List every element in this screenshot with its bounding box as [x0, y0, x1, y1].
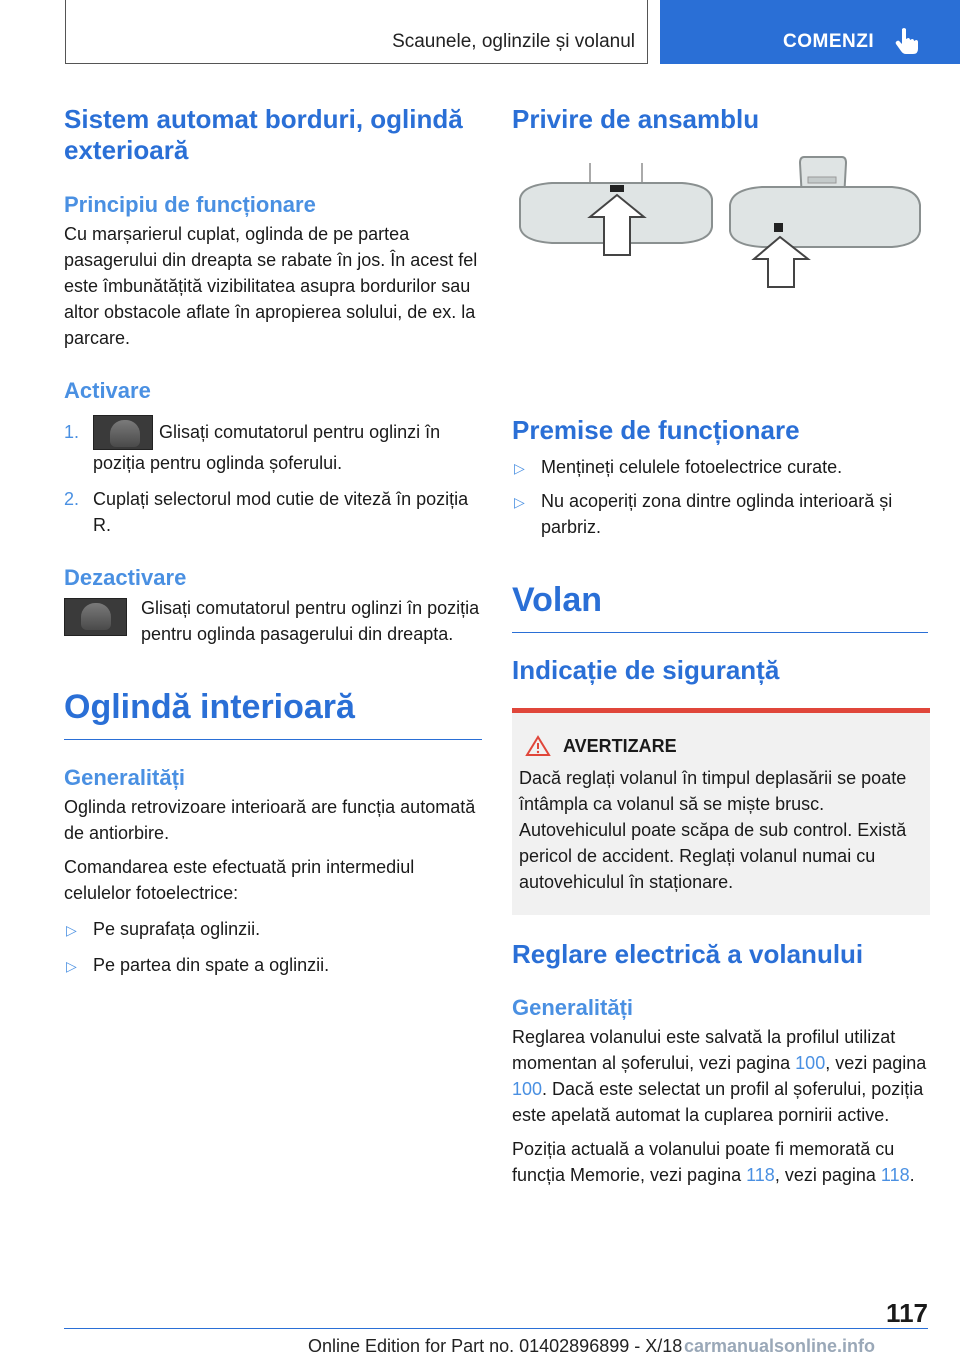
- text-span: Reglarea volanului este salvată la profilul utilizat momentan al șoferului, vezi pagina: [512, 1027, 896, 1073]
- section-title-premise: Premise de funcționare: [512, 415, 800, 445]
- page-link[interactable]: 100: [512, 1079, 543, 1099]
- page-link[interactable]: 118: [746, 1165, 775, 1185]
- header-title: Scaunele, oglinzile și volanul: [392, 31, 635, 52]
- header-frame: [65, 0, 648, 64]
- general-text-1: Oglinda retrovizoare interioară are funcția automată de antiorbire.: [64, 797, 476, 843]
- general-text-2: Comandarea este efectuată prin intermediul celulelor fotoelectrice:: [64, 857, 415, 903]
- warning-header: [519, 733, 924, 759]
- text-span: , vezi pagina: [774, 1165, 881, 1185]
- right-column: [512, 100, 930, 1188]
- section-title-curb-mirror: Sistem automat borduri, oglindă exterioară: [64, 104, 463, 165]
- subtitle-principle: Principiu de funcționare: [64, 192, 316, 217]
- list-item-text: Nu acoperiți zona dintre oglinda interioară și parbriz.: [541, 491, 893, 537]
- list-item: [64, 952, 482, 978]
- list-item: [64, 916, 482, 942]
- triangle-bullet-icon: ▷: [66, 958, 77, 974]
- subtitle-activation: Activare: [64, 378, 151, 403]
- left-column: [64, 100, 482, 978]
- deactivation-block: [64, 595, 482, 647]
- page-link[interactable]: 100: [795, 1053, 826, 1073]
- subtitle-electric-general: Generalități: [512, 995, 634, 1020]
- text-span: . Dacă este selectat un profil al șoferului, poziția este apelată automat la cuplarea pornirii active.: [512, 1079, 924, 1125]
- electric-text-2: [512, 1136, 930, 1188]
- warning-triangle-icon: [525, 735, 551, 757]
- list-item: [512, 454, 930, 480]
- step-text: Cuplați selectorul mod cutie de viteză în poziția R.: [93, 489, 469, 535]
- tab-comenzi-label: COMENZI: [783, 31, 875, 52]
- section-title-overview: Privire de ansamblu: [512, 104, 760, 134]
- chapter-title-steering-wheel: Volan: [512, 580, 928, 633]
- triangle-bullet-icon: ▷: [66, 922, 77, 938]
- section-title-electric-adjust: Reglare electrică a volanului: [512, 939, 864, 969]
- principle-text: Cu marșarierul cuplat, oglinda de pe partea pasagerului din dreapta se rabate în jos. În acest fel este îmbunătățită vizibilitatea asupra bordurilor sau altor obstacole aflate în apropierea solului, de ex. la parcare.: [64, 224, 478, 348]
- mirror-switch-image: [93, 415, 153, 450]
- activation-step: [64, 486, 482, 538]
- step-text: Glisați comutatorul pentru oglinzi în poziția pentru oglinda șoferului.: [93, 422, 441, 473]
- hand-pointer-icon: [893, 26, 923, 56]
- warning-box: [512, 708, 930, 915]
- triangle-bullet-icon: ▷: [514, 494, 525, 510]
- section-title-safety: Indicație de siguranță: [512, 655, 780, 685]
- interior-mirror-illustration: [512, 155, 930, 355]
- page-link[interactable]: 118: [880, 1165, 910, 1185]
- step-number: 1.: [64, 422, 80, 442]
- deactivation-text: Glisați comutatorul pentru oglinzi în poziția pentru oglinda pasagerului din dreapta.: [141, 598, 480, 644]
- triangle-bullet-icon: ▷: [514, 460, 525, 476]
- list-item-text: Pe partea din spate a oglinzii.: [93, 955, 330, 975]
- list-item-text: Mențineți celulele fotoelectrice curate.: [541, 457, 843, 477]
- watermark: carmanualsonline.info: [684, 1336, 876, 1356]
- list-item-text: Pe suprafața oglinzii.: [93, 919, 261, 939]
- text-span: , vezi pagina: [825, 1053, 927, 1073]
- text-span: .: [909, 1165, 915, 1185]
- warning-text: Dacă reglați volanul în timpul deplasării se poate întâmpla ca volanul să se miște brusc. Autovehiculul poate scăpa de sub control. Există pericol de accident. Reglați volanul numai cu autovehiculul în staționare.: [519, 768, 907, 892]
- list-item: [512, 488, 930, 540]
- subtitle-deactivation: Dezactivare: [64, 565, 187, 590]
- footer-divider: [64, 1328, 928, 1329]
- warning-label: AVERTIZARE: [563, 736, 677, 756]
- step-number: 2.: [64, 489, 80, 509]
- activation-step: [64, 419, 482, 476]
- mirror-switch-image: [64, 598, 127, 636]
- footer-edition: Online Edition for Part no. 01402896899 - X/18: [308, 1336, 683, 1356]
- chapter-title-interior-mirror: Oglindă interioară: [64, 687, 482, 740]
- text-span: Poziția actuală a volanului poate fi memorată cu funcția Memorie, vezi pagina: [512, 1139, 895, 1185]
- subtitle-general: Generalități: [64, 765, 186, 790]
- page-number: 117: [886, 1298, 928, 1328]
- electric-text-1: [512, 1024, 930, 1128]
